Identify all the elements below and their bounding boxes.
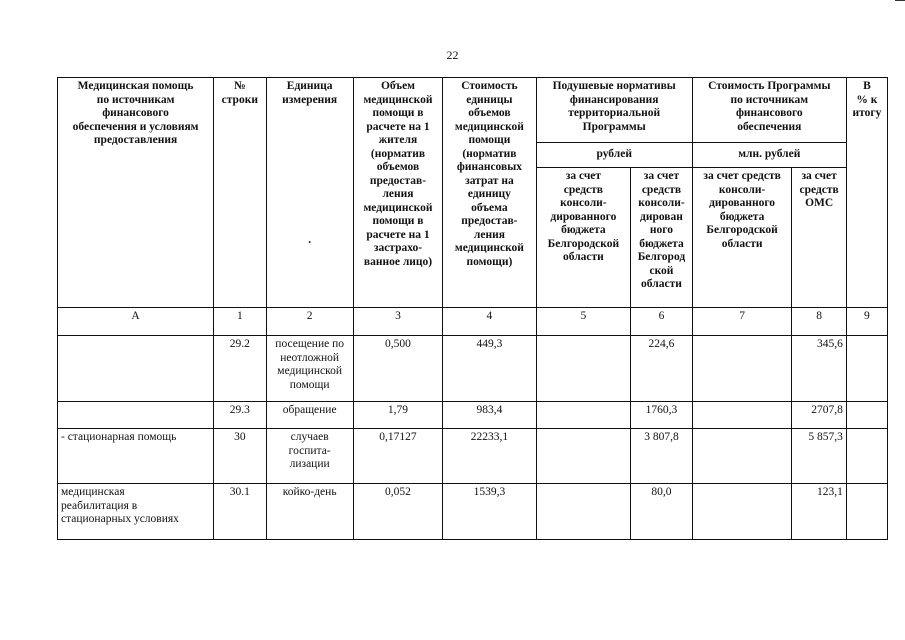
- row-volume: 0,500: [353, 336, 442, 402]
- column-number: 9: [846, 308, 887, 336]
- header-col-program-cost: Стоимость Программы по источникам финансового обеспечения: [692, 78, 846, 143]
- header-col-per-capita: Подушевые нормативы финансирования территориальной Программы: [536, 78, 692, 143]
- corner-mark: [895, 0, 905, 1]
- table-row: [58, 336, 888, 402]
- column-number: 7: [692, 308, 792, 336]
- row-number: 30.1: [214, 484, 266, 540]
- column-number: 1: [214, 308, 266, 336]
- row-unit: обращение: [266, 402, 353, 429]
- row-col-6: 3 807,8: [631, 429, 693, 484]
- row-volume: 0,052: [353, 484, 442, 540]
- header-sub-7: за счет средств консоли- дированного бюджета Белгородской области: [692, 168, 792, 308]
- row-col-8: 5 857,3: [792, 429, 846, 484]
- row-col-7: [692, 429, 792, 484]
- row-number: 30: [214, 429, 266, 484]
- row-name: [58, 402, 214, 429]
- row-col-5: [536, 336, 631, 402]
- row-col-7: [692, 402, 792, 429]
- row-col-9: [846, 402, 887, 429]
- row-col-5: [536, 402, 631, 429]
- row-unit: койко-день: [266, 484, 353, 540]
- table-row: [58, 402, 888, 429]
- row-col-9: [846, 336, 887, 402]
- column-number: 2: [266, 308, 353, 336]
- row-name: [58, 336, 214, 402]
- row-col-6: 1760,3: [631, 402, 693, 429]
- row-col-9: [846, 429, 887, 484]
- row-number: 29.2: [214, 336, 266, 402]
- header-col-unit-label: Единица измерения: [282, 80, 338, 106]
- row-col-7: [692, 336, 792, 402]
- page-number: 22: [446, 48, 459, 62]
- header-unit-mln-rub: млн. рублей: [692, 143, 846, 168]
- column-number: 4: [443, 308, 536, 336]
- column-number: 8: [792, 308, 846, 336]
- row-col-8: 345,6: [792, 336, 846, 402]
- row-cost: 1539,3: [443, 484, 536, 540]
- header-col-no: № строки: [214, 78, 266, 308]
- budget-table: [57, 77, 888, 540]
- table-row: [58, 429, 888, 484]
- row-cost: 22233,1: [443, 429, 536, 484]
- header-stray-mark: ·: [307, 237, 312, 249]
- column-number-row: [58, 308, 888, 336]
- header-row-1: [58, 78, 888, 143]
- header-col-volume: Объем медицинской помощи в расчете на 1 жителя (норматив объемов предостав- ления медицинской помощи в расчете на 1 застрахо- ванное лицо): [353, 78, 442, 308]
- header-col-cost: Стоимость единицы объемов медицинской помощи (норматив финансовых затрат на единицу объема предостав- ления медицинской помощи): [443, 78, 536, 308]
- row-number: 29.3: [214, 402, 266, 429]
- row-name: - стационарная помощь: [58, 429, 214, 484]
- header-sub-8: за счет средств ОМС: [792, 168, 846, 308]
- header-col-a: Медицинская помощь по источникам финансового обеспечения и условиям предоставления: [58, 78, 214, 308]
- row-col-7: [692, 484, 792, 540]
- row-cost: 983,4: [443, 402, 536, 429]
- header-unit-rub: рублей: [536, 143, 692, 168]
- row-col-8: 123,1: [792, 484, 846, 540]
- row-col-5: [536, 484, 631, 540]
- column-number: 6: [631, 308, 693, 336]
- row-col-9: [846, 484, 887, 540]
- header-sub-6: за счет средств консоли- дирован ного бюджета Белгород ской области: [631, 168, 693, 308]
- table-row: [58, 484, 888, 540]
- row-volume: 0,17127: [353, 429, 442, 484]
- row-cost: 449,3: [443, 336, 536, 402]
- column-number: А: [58, 308, 214, 336]
- row-col-8: 2707,8: [792, 402, 846, 429]
- header-sub-5: за счет средств консоли- дированного бюджета Белгородской области: [536, 168, 631, 308]
- row-unit: посещение по неотложной медицинской помощи: [266, 336, 353, 402]
- column-number: 5: [536, 308, 631, 336]
- row-col-6: 224,6: [631, 336, 693, 402]
- row-unit: случаев госпита- лизации: [266, 429, 353, 484]
- column-number: 3: [353, 308, 442, 336]
- row-col-5: [536, 429, 631, 484]
- row-name: медицинская реабилитация в стационарных условиях: [58, 484, 214, 540]
- header-col-percent: В % к итогу: [846, 78, 887, 308]
- row-volume: 1,79: [353, 402, 442, 429]
- header-col-unit: [266, 78, 353, 308]
- row-col-6: 80,0: [631, 484, 693, 540]
